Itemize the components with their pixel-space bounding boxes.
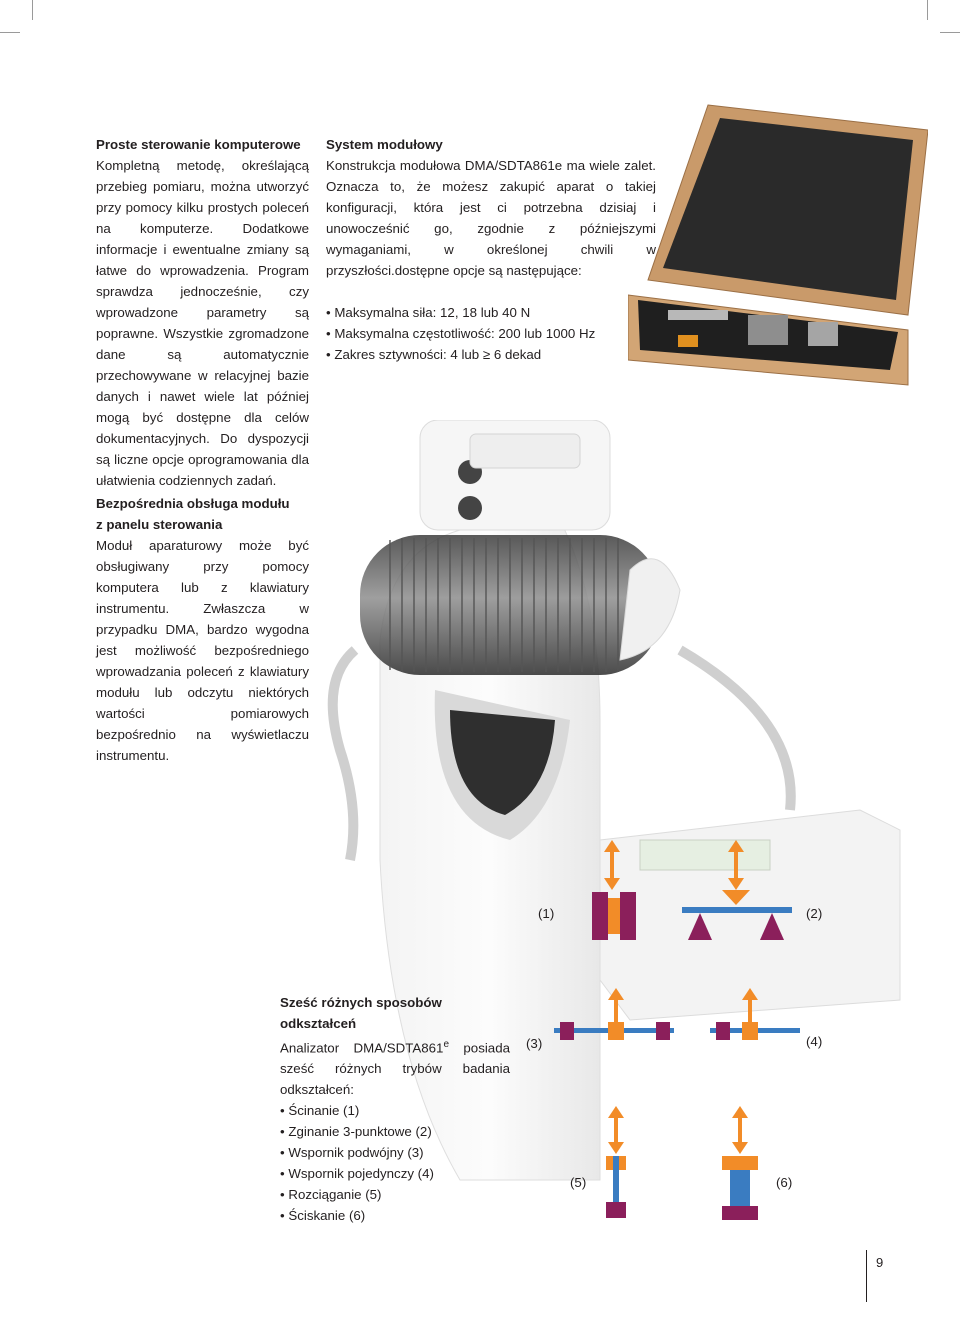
list-item: • Maksymalna częstotliwość: 200 lub 1000 Hz [326,323,656,344]
list-item: • Zakres sztywności: 4 lub ≥ 6 dekad [326,344,656,365]
options-list [326,302,656,365]
diagram-label-4: (4) [806,1034,823,1049]
crop-mark [927,0,928,20]
accessory-case-photo [628,100,928,390]
diagram-label-3: (3) [526,1036,543,1051]
section-body: Moduł aparaturowy może być obsługiwany przy pomocy komputera lub z klawiatury instrumentu. Zwłaszcza w przypadku DMA, bardzo wygodna jest możliwość bezpośredniego wprowadzania poleceń z klawiatury modułu lub odczytu niektórych wartości pomiarowych bezpośrednio na wyświetlaczu instrumentu. [96,538,309,763]
list-item: • Zginanie 3-punktowe (2) [280,1121,510,1142]
section-heading: Bezpośrednia obsługa modułu [96,496,290,511]
mode-1-shear [592,840,636,940]
modes-list [280,1100,510,1226]
mode-3-dual-cantilever [554,988,674,1040]
section-heading-line2: z panelu sterowania [96,517,223,532]
mode-4-single-cantilever [710,988,800,1040]
mode-5-tension [606,1106,626,1218]
list-item: • Wspornik podwójny (3) [280,1142,510,1163]
section-heading: Proste sterowanie komputerowe [96,137,301,152]
mode-6-compression [722,1106,758,1220]
section-modular-system [326,134,656,365]
page-number-rule [866,1250,867,1302]
crop-mark [940,32,960,33]
diagram-label-5: (5) [570,1175,587,1190]
diagram-label-2: (2) [806,906,823,921]
section-heading: System modułowy [326,137,443,152]
section-heading-line2: odkształceń [280,1016,357,1031]
crop-mark [32,0,33,20]
diagram-label-1: (1) [538,906,555,921]
mode-2-3point-bending [682,840,792,940]
section-deformation-modes [280,992,510,1226]
body-text: Analizator DMA/SDTA861 [280,1040,444,1056]
superscript-e: e [443,1039,449,1050]
section-heading: Sześć różnych sposobów [280,995,442,1010]
crop-mark [0,32,20,33]
section-panel-control [96,493,309,766]
list-item: • Wspornik pojedynczy (4) [280,1163,510,1184]
list-item: • Rozciąganie (5) [280,1184,510,1205]
section-body: Konstrukcja modułowa DMA/SDTA861e ma wiele zalet. Oznacza to, że możesz zakupić aparat o takiej konfiguracji, która jest ci potrzebna dzisiaj i unowocześnić go, zgodnie z późniejszymi wymaganiami, w określonej chwili w przyszłości.dostępne opcje są następujące: [326,158,656,278]
list-item: • Ściskanie (6) [280,1205,510,1226]
deformation-modes-diagram [540,840,823,1230]
list-item: • Ścinanie (1) [280,1100,510,1121]
section-body: Kompletną metodę, określającą przebieg pomiaru, można utworzyć przy pomocy kilku prostych poleceń na komputerze. Dodatkowe informacje i ewentualne zmiany są łatwe do wprowadzenia. Program sprawdza jednocześnie, czy wprowadzone parametry są poprawne. Wszystkie zgromadzone dane są automatycznie przechowywane w relacyjnej bazie danych i nawet wiele lat później mogą być dostępne dla celów dokumentacyjnych. Do dyspozycji są liczne opcje oprogramowania dla ułatwienia codziennych zadań. [96,158,309,488]
section-computer-control [96,134,309,491]
list-item: • Maksymalna siła: 12, 18 lub 40 N [326,302,656,323]
diagram-label-6: (6) [776,1175,793,1190]
body-text-cont: posiada sześć różnych trybów badania odkształceń: [280,1040,510,1098]
page-number: 9 [876,1255,884,1270]
section-body [280,1034,510,1100]
